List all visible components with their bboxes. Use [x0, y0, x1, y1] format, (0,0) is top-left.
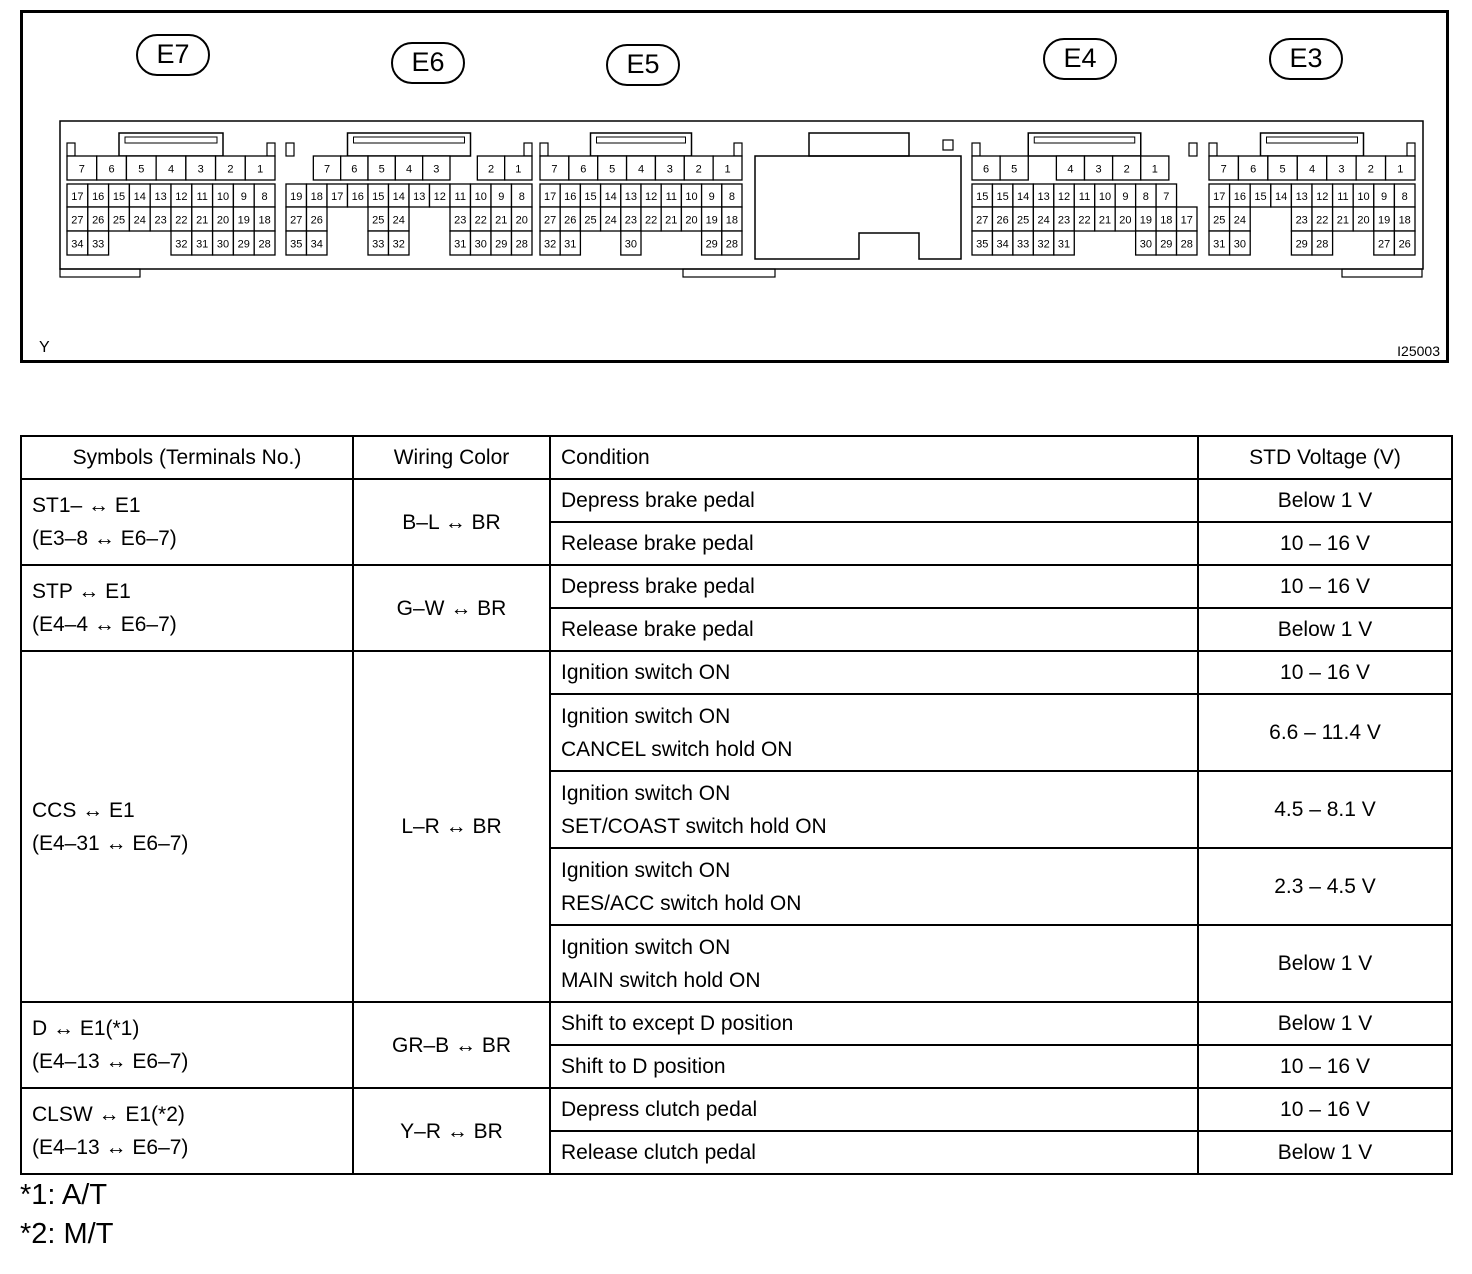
- condition-line: SET/COAST switch hold ON: [561, 814, 827, 838]
- pin-number: 11: [1078, 191, 1091, 203]
- condition-line: RES/ACC switch hold ON: [561, 891, 802, 915]
- table-row: [21, 1088, 1452, 1131]
- pin-number: 27: [543, 214, 557, 227]
- pin-number: 22: [1078, 214, 1091, 227]
- pin-number: 4: [1067, 163, 1074, 176]
- pin-number: 27: [290, 214, 303, 227]
- blank-block-latch: [809, 133, 909, 156]
- pin-number: 20: [216, 214, 230, 227]
- pin-number: 13: [1037, 191, 1050, 203]
- pin-number: 7: [1163, 191, 1170, 203]
- pin-number: 29: [495, 238, 508, 251]
- condition-line: Release brake pedal: [561, 618, 754, 641]
- pin-number: 5: [609, 163, 616, 176]
- symbol-text: CCS ↔ E1: [32, 798, 135, 822]
- pin-number: 26: [564, 214, 577, 227]
- pin-number: 7: [1220, 163, 1227, 176]
- pin-number: 27: [976, 214, 989, 227]
- condition-line: Depress clutch pedal: [561, 1098, 758, 1121]
- pin-number: 18: [1160, 214, 1173, 227]
- condition-line: MAIN switch hold ON: [561, 968, 761, 992]
- voltage-cell: 10 – 16 V: [1198, 651, 1452, 694]
- condition-cell: [550, 1131, 1198, 1174]
- symbol-cell: [21, 479, 353, 565]
- pin-number: 27: [71, 214, 84, 227]
- connector-key: [1189, 143, 1197, 156]
- pin-number: 33: [92, 238, 105, 251]
- voltage-cell: 2.3 – 4.5 V: [1198, 848, 1452, 925]
- condition-line: Ignition switch ON: [561, 935, 731, 959]
- pin-number: 14: [133, 191, 146, 203]
- footnotes: [20, 1176, 113, 1254]
- wiring-color-cell: Y–R ↔ BR: [353, 1088, 550, 1174]
- pin-number: 17: [71, 191, 84, 203]
- pin-number: 24: [133, 214, 146, 227]
- pin-number: 25: [584, 214, 597, 227]
- symbol-cell: [21, 1088, 353, 1174]
- condition-cell: [550, 1002, 1198, 1045]
- pin-number: 21: [1098, 214, 1112, 227]
- pin-number: 13: [624, 191, 638, 203]
- pin-number: 3: [1338, 163, 1345, 176]
- pin-number: 7: [551, 163, 558, 176]
- voltage-cell: Below 1 V: [1198, 479, 1452, 522]
- voltage-cell: Below 1 V: [1198, 1002, 1452, 1045]
- pin-number: 30: [1139, 238, 1152, 251]
- wiring-color-cell: GR–B ↔ BR: [353, 1002, 550, 1088]
- symbol-text: ST1– ↔ E1: [32, 494, 141, 517]
- terminal-numbers: (E4–31 ↔ E6–7): [32, 831, 189, 855]
- terminal-numbers: (E4–13 ↔ E6–7): [32, 1050, 189, 1073]
- pin-number: 3: [197, 163, 204, 176]
- pin-number: 10: [1357, 191, 1370, 203]
- pin-number: 11: [1337, 191, 1349, 203]
- pin-number: 20: [1119, 214, 1132, 227]
- header-std-voltage: STD Voltage (V): [1198, 436, 1452, 479]
- pin-number: 12: [433, 191, 446, 203]
- pin-number: 14: [604, 191, 617, 203]
- pin-number: 22: [1316, 214, 1329, 227]
- pin-number: 7: [323, 163, 331, 176]
- pin-number: 17: [1180, 214, 1193, 227]
- condition-cell: [550, 925, 1198, 1002]
- connector-latch: [119, 133, 223, 156]
- housing-tab: [683, 269, 775, 277]
- footnote-at: *1: A/T: [20, 1179, 108, 1211]
- header-wiring-color: Wiring Color: [353, 436, 550, 479]
- pin-number: 15: [372, 191, 385, 203]
- table-row: [21, 651, 1452, 694]
- condition-line: Ignition switch ON: [561, 661, 731, 684]
- condition-line: Release brake pedal: [561, 532, 754, 555]
- pin-number: 18: [725, 214, 739, 227]
- connector-label-e6: E6: [391, 42, 465, 84]
- connector-label-e4: E4: [1043, 38, 1117, 80]
- symbol-cell: [21, 651, 353, 1002]
- pin-number: 4: [1308, 163, 1316, 176]
- voltage-cell: 6.6 – 11.4 V: [1198, 694, 1452, 771]
- pin-number: 9: [1381, 191, 1388, 203]
- pin-number: 33: [372, 238, 385, 251]
- symbol-text: CLSW ↔ E1(*2): [32, 1103, 185, 1126]
- voltage-cell: 10 – 16 V: [1198, 1088, 1452, 1131]
- pin-number: 26: [1398, 238, 1411, 251]
- pin-number: 5: [378, 163, 385, 176]
- pin-number: 14: [1274, 191, 1288, 203]
- pin-number: 19: [290, 191, 303, 203]
- pin-number: 32: [175, 238, 188, 251]
- pin-number: 10: [474, 191, 487, 203]
- table-body: [21, 479, 1452, 1174]
- pin-number: 31: [1057, 238, 1071, 251]
- pin-number: 10: [1098, 191, 1112, 203]
- pin-number: 28: [258, 238, 271, 251]
- voltage-cell: 10 – 16 V: [1198, 522, 1452, 565]
- condition-line: CANCEL switch hold ON: [561, 737, 793, 761]
- pin-number: 4: [167, 163, 175, 176]
- pin-number: 31: [196, 238, 209, 251]
- pin-number: 9: [498, 191, 505, 203]
- condition-cell: [550, 608, 1198, 651]
- pin-number: 28: [1316, 238, 1329, 251]
- pin-number: 17: [1213, 191, 1226, 203]
- pin-number: 24: [1037, 214, 1050, 227]
- pin-number: 16: [564, 191, 577, 203]
- pin-number: 20: [685, 214, 698, 227]
- pin-number: 14: [392, 191, 405, 203]
- pin-number: 15: [584, 191, 597, 203]
- pin-number: 30: [216, 238, 230, 251]
- pin-number: 17: [331, 191, 344, 203]
- pin-number: 16: [351, 191, 364, 203]
- pin-number: 29: [237, 238, 250, 251]
- pin-number: 6: [983, 163, 990, 176]
- pin-number: 28: [515, 238, 528, 251]
- terminal-numbers: (E3–8 ↔ E6–7): [32, 527, 177, 550]
- pin-number: 10: [685, 191, 698, 203]
- pin-number: 27: [1377, 238, 1391, 251]
- condition-cell: [550, 651, 1198, 694]
- pin-number: 10: [216, 191, 230, 203]
- pin-number: 35: [976, 238, 989, 251]
- pin-number: 1: [724, 163, 731, 176]
- pin-number: 2: [1123, 163, 1130, 176]
- connector-key: [1209, 143, 1217, 156]
- pin-number: 32: [392, 238, 405, 251]
- housing-tab: [60, 269, 140, 277]
- pin-number: 30: [474, 238, 487, 251]
- voltage-cell: Below 1 V: [1198, 925, 1452, 1002]
- pin-number: 8: [1401, 191, 1408, 203]
- voltage-cell: 10 – 16 V: [1198, 565, 1452, 608]
- pin-number: 16: [92, 191, 105, 203]
- pin-number: 21: [665, 214, 678, 227]
- pin-number: 15: [976, 191, 989, 203]
- connector-latch: [1028, 133, 1141, 156]
- connector-key: [67, 143, 75, 156]
- pin-number: 19: [705, 214, 718, 227]
- pin-number: 9: [708, 191, 715, 203]
- pin-number: 18: [1398, 214, 1411, 227]
- pin-number: 1: [1151, 163, 1158, 176]
- pin-number: 25: [112, 214, 126, 227]
- voltage-table: [20, 435, 1453, 1175]
- condition-line: Release clutch pedal: [561, 1141, 756, 1164]
- pin-number: 21: [1336, 214, 1350, 227]
- pin-number: 29: [1295, 238, 1308, 251]
- pin-number: 9: [1122, 191, 1129, 203]
- pin-number: 22: [175, 214, 188, 227]
- pin-number: 14: [1017, 191, 1030, 203]
- pin-number: 13: [413, 191, 426, 203]
- pin-number: 6: [108, 163, 115, 176]
- pin-number: 31: [454, 238, 467, 251]
- voltage-cell: 4.5 – 8.1 V: [1198, 771, 1452, 848]
- pin-number: 34: [996, 238, 1009, 251]
- wiring-color-cell: G–W ↔ BR: [353, 565, 550, 651]
- symbol-text: STP ↔ E1: [32, 580, 131, 603]
- pin-number: 17: [543, 191, 557, 203]
- voltage-cell: 10 – 16 V: [1198, 1045, 1452, 1088]
- footnote-mt: *2: M/T: [20, 1218, 114, 1250]
- pin-number: 3: [1095, 163, 1102, 176]
- connector-key: [540, 143, 548, 156]
- pin-number: 18: [258, 214, 271, 227]
- condition-cell: [550, 1045, 1198, 1088]
- pin-number: 1: [1397, 163, 1404, 176]
- connector-latch-slot: [125, 137, 217, 143]
- pin-number: 18: [310, 191, 323, 203]
- pin-number: 15: [996, 191, 1009, 203]
- pin-number: 5: [1279, 163, 1286, 176]
- blank-block: [755, 156, 961, 259]
- pin-number: 26: [996, 214, 1009, 227]
- wiring-color-cell: L–R ↔ BR: [353, 651, 550, 1002]
- condition-line: Ignition switch ON: [561, 858, 731, 882]
- condition-cell: [550, 522, 1198, 565]
- pin-number: 4: [637, 163, 645, 176]
- figure-corner-label: Y: [39, 339, 50, 356]
- pin-number: 12: [644, 191, 658, 203]
- connector-latch-slot: [354, 137, 465, 143]
- connector-latch-slot: [1267, 137, 1358, 143]
- pin-number: 21: [495, 214, 508, 227]
- connector-drawing: [23, 13, 1446, 360]
- pin-number: 33: [1017, 238, 1030, 251]
- pin-number: 23: [1057, 214, 1071, 227]
- condition-cell: [550, 565, 1198, 608]
- pin-number: 12: [175, 191, 188, 203]
- pin-number: 13: [1295, 191, 1308, 203]
- connector-label-e7: E7: [136, 34, 210, 76]
- condition-cell: [550, 848, 1198, 925]
- pin-number: 26: [310, 214, 323, 227]
- header-condition: Condition: [550, 436, 1198, 479]
- pin-number: 29: [705, 238, 718, 251]
- pin-number: 9: [240, 191, 247, 203]
- pin-number: 22: [474, 214, 487, 227]
- connector-diagram: [20, 10, 1449, 363]
- symbol-text: D ↔ E1(*1): [32, 1017, 140, 1040]
- pin-number: 8: [1142, 191, 1149, 203]
- connector-key: [1407, 143, 1415, 156]
- pin-number: 19: [1139, 214, 1152, 227]
- pin-number: 29: [1160, 238, 1173, 251]
- table-row: [21, 565, 1452, 608]
- pin-number: 34: [310, 238, 323, 251]
- connector-latch: [348, 133, 471, 156]
- pin-number: 11: [196, 191, 208, 203]
- pin-number: 12: [1316, 191, 1329, 203]
- pin-number: 23: [154, 214, 167, 227]
- pin-number: 19: [237, 214, 250, 227]
- pin-number: 8: [518, 191, 525, 203]
- condition-line: Ignition switch ON: [561, 781, 731, 805]
- table-row: [21, 479, 1452, 522]
- pin-number: 1: [515, 163, 522, 176]
- condition-line: Ignition switch ON: [561, 704, 731, 728]
- pin-number: 6: [580, 163, 587, 176]
- condition-cell: [550, 1088, 1198, 1131]
- pin-number: 11: [665, 191, 678, 203]
- pin-number: 12: [1057, 191, 1071, 203]
- symbol-cell: [21, 1002, 353, 1088]
- pin-number: 6: [351, 163, 358, 176]
- pin-number: 23: [454, 214, 467, 227]
- pin-number: 25: [372, 214, 385, 227]
- pin-number: 15: [1254, 191, 1267, 203]
- table-header-row: [21, 436, 1452, 479]
- pin-number: 31: [1213, 238, 1226, 251]
- condition-cell: [550, 694, 1198, 771]
- pin-number: 3: [433, 163, 440, 176]
- connector-key: [734, 143, 742, 156]
- pin-number: 23: [1295, 214, 1308, 227]
- table-row: [21, 1002, 1452, 1045]
- terminal-numbers: (E4–4 ↔ E6–7): [32, 613, 177, 636]
- pin-number: 16: [1233, 191, 1247, 203]
- pin-number: 8: [728, 191, 735, 203]
- pin-number: 20: [1357, 214, 1370, 227]
- connector-latch-slot: [597, 137, 686, 143]
- connector-key: [972, 143, 980, 156]
- condition-line: Shift to D position: [561, 1055, 726, 1078]
- terminal-numbers: (E4–13 ↔ E6–7): [32, 1136, 189, 1159]
- symbol-cell: [21, 565, 353, 651]
- figure-id: I25003: [1397, 343, 1440, 359]
- connector-label-e5: E5: [606, 44, 680, 86]
- wiring-color-cell: B–L ↔ BR: [353, 479, 550, 565]
- pin-number: 2: [227, 163, 234, 176]
- voltage-cell: Below 1 V: [1198, 1131, 1452, 1174]
- pin-number: 15: [112, 191, 126, 203]
- pin-number: 8: [261, 191, 268, 203]
- pin-number: 5: [1011, 163, 1018, 176]
- pin-number: 20: [515, 214, 528, 227]
- condition-cell: [550, 479, 1198, 522]
- connector-label-e3: E3: [1269, 38, 1343, 80]
- pin-number: 28: [1180, 238, 1193, 251]
- pin-number: 21: [196, 214, 209, 227]
- pin-number: 31: [564, 238, 577, 251]
- blank-block-key: [943, 140, 953, 150]
- pin-number: 6: [1250, 163, 1257, 176]
- pin-number: 28: [725, 238, 739, 251]
- pin-number: 19: [1377, 214, 1391, 227]
- pin-number: 2: [487, 163, 495, 176]
- pin-number: 23: [624, 214, 638, 227]
- pin-number: 34: [71, 238, 84, 251]
- pin-number: 11: [454, 191, 466, 203]
- pin-number: 30: [1233, 238, 1247, 251]
- header-symbols: Symbols (Terminals No.): [21, 436, 353, 479]
- housing-tab: [1342, 269, 1422, 277]
- pin-number: 2: [1367, 163, 1374, 176]
- pin-number: 30: [624, 238, 638, 251]
- pin-number: 5: [138, 163, 145, 176]
- pin-number: 24: [604, 214, 617, 227]
- connector-latch-slot: [1034, 137, 1135, 143]
- pin-number: 35: [290, 238, 303, 251]
- pin-number: 22: [644, 214, 658, 227]
- condition-cell: [550, 771, 1198, 848]
- connector-latch: [591, 133, 692, 156]
- condition-line: Depress brake pedal: [561, 489, 755, 512]
- pin-number: 24: [1233, 214, 1247, 227]
- connector-key: [267, 143, 275, 156]
- pin-number: 3: [666, 163, 673, 176]
- pin-number: 26: [92, 214, 105, 227]
- pin-number: 25: [1213, 214, 1226, 227]
- pin-number: 32: [1037, 238, 1050, 251]
- pin-number: 7: [78, 163, 85, 176]
- pin-number: 2: [695, 163, 702, 176]
- connector-key: [524, 143, 532, 156]
- pin-number: 4: [405, 163, 413, 176]
- pin-number: 24: [392, 214, 405, 227]
- connector-key: [286, 143, 294, 156]
- condition-line: Depress brake pedal: [561, 575, 755, 598]
- condition-line: Shift to except D position: [561, 1012, 794, 1035]
- voltage-cell: Below 1 V: [1198, 608, 1452, 651]
- pin-number: 25: [1017, 214, 1030, 227]
- pin-number: 32: [543, 238, 557, 251]
- connector-latch: [1261, 133, 1364, 156]
- pin-number: 1: [257, 163, 264, 176]
- pin-number: 13: [154, 191, 167, 203]
